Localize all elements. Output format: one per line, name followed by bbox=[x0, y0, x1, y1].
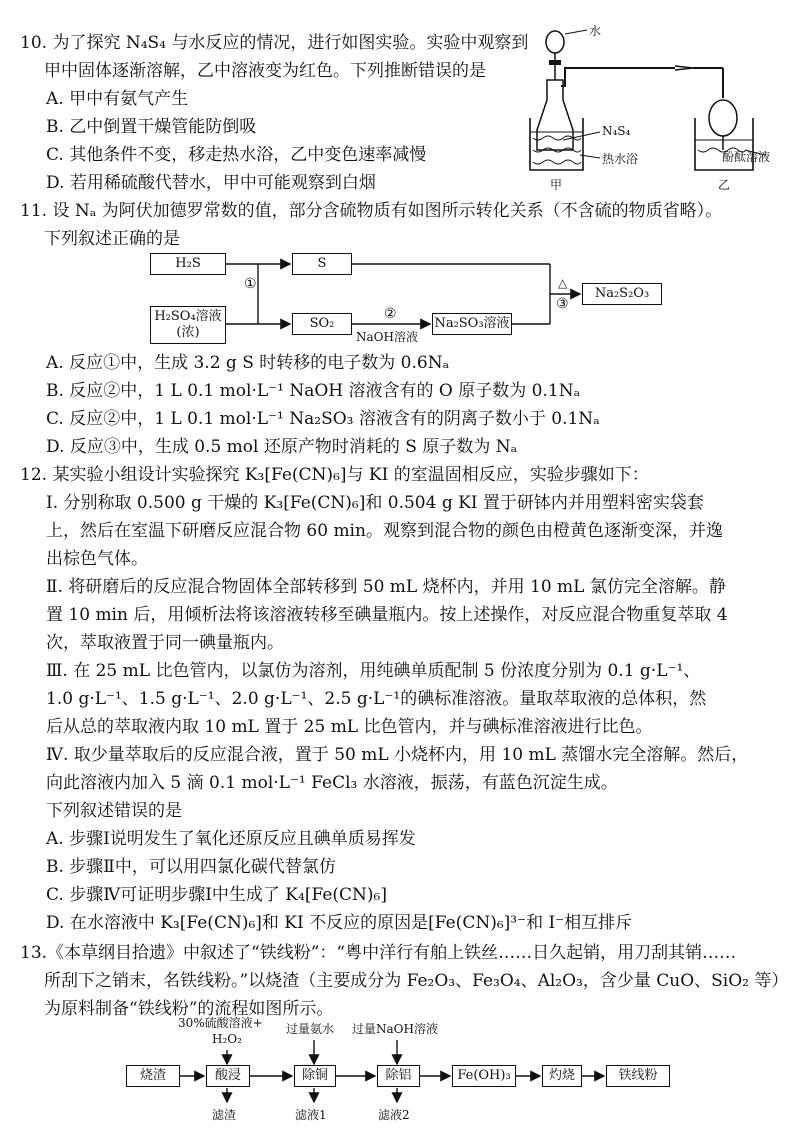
q13-label-filtrate2: 滤液2 bbox=[378, 1108, 410, 1122]
q10-option-a: A. 甲中有氨气产生 bbox=[46, 89, 189, 109]
q11-box-na2s2o3: Na₂S₂O₃ bbox=[582, 283, 662, 305]
q10-label-reagent: N₄S₄ bbox=[602, 124, 631, 138]
q11-h2so4-conc: (浓) bbox=[176, 325, 200, 340]
q13-stem-line1: 13.《本草纲目拾遗》中叙述了“铁线粉”：“粤中洋行有舶上铁丝……日久起销，用刀刮其销…… bbox=[20, 943, 737, 963]
q13-stem-line3: 为原料制备“铁线粉”的流程如图所示。 bbox=[44, 999, 334, 1019]
q12-step3-line3: 后从总的萃取液内取 10 mL 置于 25 mL 比色管内，并与碘标准溶液进行比色。 bbox=[46, 717, 653, 737]
q11-option-d: D. 反应③中，生成 0.5 mol 还原产物时消耗的 S 原子数为 Nₐ bbox=[46, 437, 518, 457]
q12-step1-line1: Ⅰ. 分别称取 0.500 g 干燥的 K₃[Fe(CN)₆]和 0.504 g KI 置于研钵内并用塑料密实袋套 bbox=[46, 493, 704, 513]
q11-box-h2so4 bbox=[150, 306, 226, 344]
q11-label-heat: △ bbox=[558, 276, 568, 290]
q12-step2-line2: 置 10 min 后，用倾析法将该溶液转移至碘量瓶内。按上述操作，对反应混合物重复萃取 4 bbox=[46, 605, 728, 625]
q11-option-c: C. 反应②中，1 L 0.1 mol·L⁻¹ Na₂SO₃ 溶液含有的阴离子数小于 0.1Nₐ bbox=[46, 409, 600, 429]
q13-box-remove-cu: 除铜 bbox=[294, 1065, 336, 1087]
q12-step2-line3: 次，萃取液置于同一碘量瓶内。 bbox=[46, 633, 284, 653]
q11-option-a: A. 反应①中，生成 3.2 g S 时转移的电子数为 0.6Nₐ bbox=[46, 353, 450, 373]
q13-label-add1a: 30%硫酸溶液+ bbox=[178, 1016, 263, 1030]
q12-step3-line2: 1.0 g·L⁻¹、1.5 g·L⁻¹、2.0 g·L⁻¹、2.5 g·L⁻¹的碘标准溶液。量取萃取液的总体积，然 bbox=[46, 689, 707, 709]
q11-h2so4-label: H₂SO₄溶液 bbox=[154, 309, 222, 324]
q12-option-b: B. 步骤Ⅱ中，可以用四氯化碳代替氯仿 bbox=[46, 857, 336, 877]
q13-label-add2: 过量氨水 bbox=[286, 1022, 335, 1036]
q11-box-h2s: H₂S bbox=[150, 253, 226, 275]
q12-option-a: A. 步骤Ⅰ说明发生了氧化还原反应且碘单质易挥发 bbox=[46, 829, 416, 849]
q12-step3-line1: Ⅲ. 在 25 mL 比色管内，以氯仿为溶剂，用纯碘单质配制 5 份浓度分别为 0.1 g·L⁻¹、 bbox=[46, 661, 701, 681]
q12-option-d: D. 在水溶液中 K₃[Fe(CN)₆]和 KI 不反应的原因是[Fe(CN)₆]³⁻和 I⁻相互排斥 bbox=[46, 913, 633, 933]
q13-box-acid-leach: 酸浸 bbox=[206, 1065, 250, 1087]
q13-box-calcine: 灼烧 bbox=[542, 1065, 582, 1087]
q10-option-b: B. 乙中倒置干燥管能防倒吸 bbox=[46, 117, 257, 137]
q10-label-water: 水 bbox=[589, 24, 602, 38]
q11-box-s: S bbox=[292, 253, 352, 275]
q12-step4-line1: Ⅳ. 取少量萃取后的反应混合液，置于 50 mL 小烧杯内，用 10 mL 蒸馏水完全溶解。然后， bbox=[46, 745, 749, 765]
q13-label-add3: 过量NaOH溶液 bbox=[352, 1022, 438, 1036]
q10-apparatus-figure bbox=[525, 20, 795, 200]
q12-stem: 12. 某实验小组设计实验探究 K₃[Fe(CN)₆]与 KI 的室温固相反应，实验步骤如下： bbox=[20, 465, 649, 485]
q10-label-indicator: 酚酞溶液 bbox=[722, 150, 771, 164]
q12-step2-line1: Ⅱ. 将研磨后的反应混合物固体全部转移到 50 mL 烧杯内，并用 10 mL 氯仿完全溶解。静 bbox=[46, 577, 726, 597]
q10-label-yi: 乙 bbox=[718, 178, 731, 192]
q11-box-so2: SO₂ bbox=[292, 313, 352, 335]
q11-label-r3: ③ bbox=[556, 296, 569, 312]
q11-label-naoh: NaOH溶液 bbox=[356, 330, 418, 344]
q10-stem-line1: 10. 为了探究 N₄S₄ 与水反应的情况，进行如图实验。实验中观察到 bbox=[20, 33, 529, 53]
q13-label-filtrate1: 滤液1 bbox=[295, 1108, 327, 1122]
q11-option-b: B. 反应②中，1 L 0.1 mol·L⁻¹ NaOH 溶液含有的 O 原子数为 0.1Nₐ bbox=[46, 381, 581, 401]
q13-label-residue: 滤渣 bbox=[212, 1108, 237, 1122]
q13-label-add1b: H₂O₂ bbox=[212, 1032, 242, 1046]
q11-conversion-diagram bbox=[140, 248, 680, 348]
q13-stem-line2: 所刮下之销末，名铁线粉。”以烧渣（主要成分为 Fe₂O₃、Fe₃O₄、Al₂O₃，含少量 CuO、SiO₂ 等） bbox=[44, 971, 789, 991]
q11-stem-line2: 下列叙述正确的是 bbox=[44, 229, 180, 249]
q11-stem-line1: 11. 设 Nₐ 为阿伏加德罗常数的值，部分含硫物质有如图所示转化关系（不含硫的物质省略）。 bbox=[20, 201, 723, 221]
q11-label-r2: ② bbox=[384, 306, 397, 322]
q10-option-d: D. 若用稀硫酸代替水，甲中可能观察到白烟 bbox=[46, 173, 376, 193]
q13-process-flow bbox=[120, 1014, 690, 1126]
q10-stem-line2: 甲中固体逐渐溶解，乙中溶液变为红色。下列推断错误的是 bbox=[44, 61, 486, 81]
q13-box-feoh3: Fe(OH)₃ bbox=[452, 1065, 516, 1087]
q10-option-c: C. 其他条件不变，移走热水浴，乙中变色速率减慢 bbox=[46, 145, 427, 165]
q10-label-jia: 甲 bbox=[550, 178, 563, 192]
q12-option-c: C. 步骤Ⅳ可证明步骤Ⅰ中生成了 K₄[Fe(CN)₆] bbox=[46, 885, 387, 905]
q12-question: 下列叙述错误的是 bbox=[46, 801, 182, 821]
q12-step1-line3: 出棕色气体。 bbox=[46, 549, 148, 569]
q12-step1-line2: 上，然后在室温下研磨反应混合物 60 min。观察到混合物的颜色由橙黄色逐渐变深，并逸 bbox=[46, 521, 723, 541]
q10-apparatus-drawing bbox=[525, 20, 795, 200]
q11-box-na2so3: Na₂SO₃溶液 bbox=[432, 313, 512, 335]
q13-box-slag: 烧渣 bbox=[126, 1065, 180, 1087]
q13-box-remove-al: 除铝 bbox=[377, 1065, 420, 1087]
q13-box-product: 铁线粉 bbox=[606, 1065, 670, 1087]
q12-step4-line2: 向此溶液内加入 5 滴 0.1 mol·L⁻¹ FeCl₃ 水溶液，振荡，有蓝色沉淀生成。 bbox=[46, 773, 618, 793]
q11-label-r1: ① bbox=[244, 276, 257, 292]
q10-label-bath: 热水浴 bbox=[602, 152, 639, 166]
